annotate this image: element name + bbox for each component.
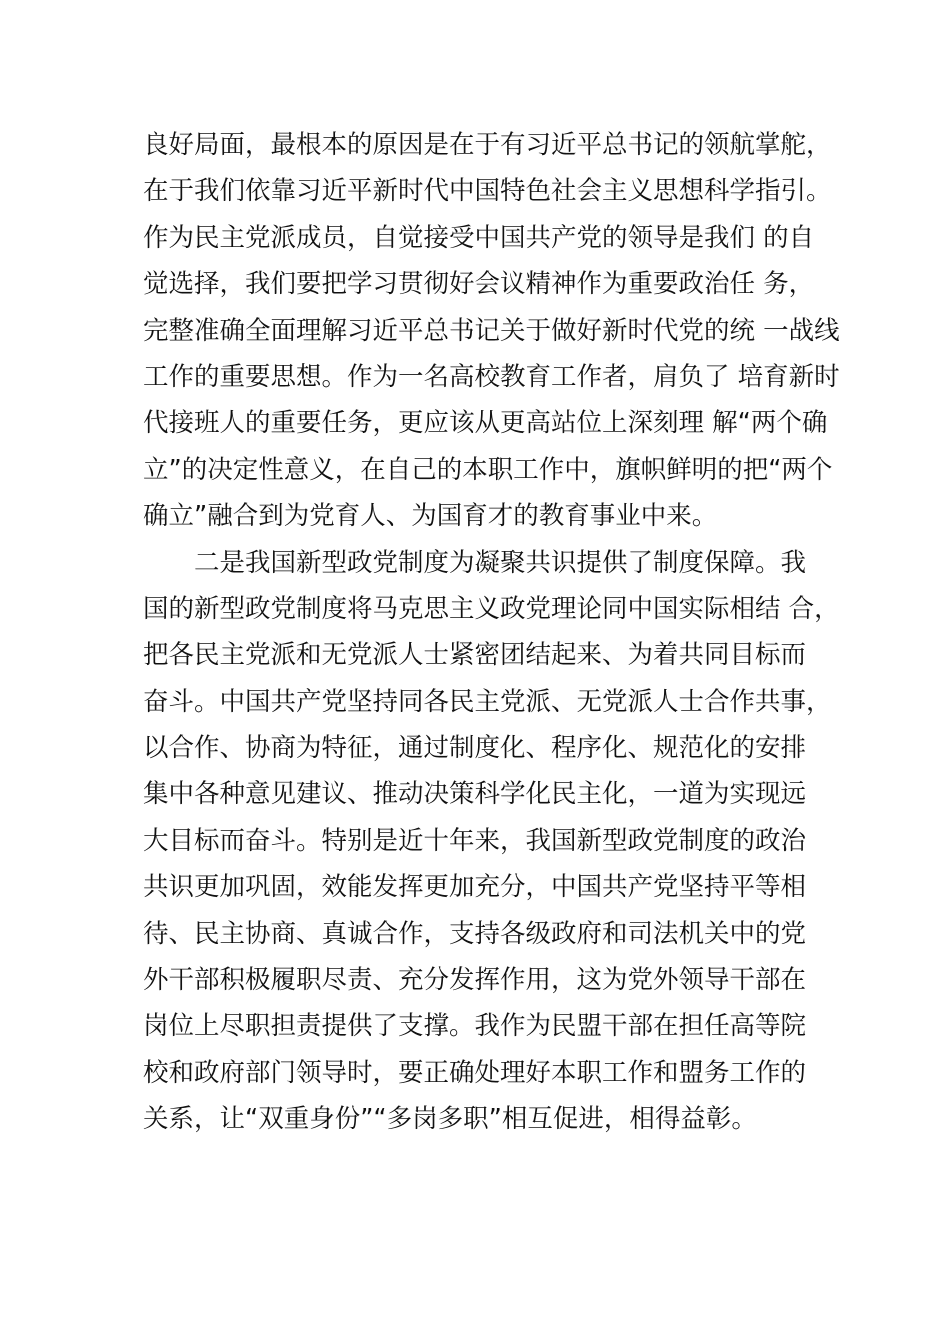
text-line: 奋斗。中国共产党坚持同各民主党派、无党派人士合作共事， xyxy=(143,686,832,717)
paragraph-start-line: 二是我国新型政党制度为凝聚共识提供了制度保障。我 xyxy=(143,547,807,578)
text-line: 国的新型政党制度将马克思主义政党理论同中国实际相结 合， xyxy=(143,593,840,624)
text-line: 集中各种意见建议、推动决策科学化民主化，一道为实现远 xyxy=(143,779,807,810)
text-line: 作为民主党派成员，自觉接受中国共产党的领导是我们 的自 xyxy=(143,222,815,253)
text-line: 外干部积极履职尽责、充分发挥作用，这为党外领导干部在 xyxy=(143,965,807,996)
text-line: 关系，让“双重身份”“多岗多职”相互促进，相得益彰。 xyxy=(143,1104,757,1135)
text-line: 立”的决定性意义，在自己的本职工作中，旗帜鲜明的把“两个 xyxy=(143,454,833,485)
text-line: 工作的重要思想。作为一名高校教育工作者，肩负了 培育新时 xyxy=(143,361,840,392)
text-line: 待、民主协商、真诚合作，支持各级政府和司法机关中的党 xyxy=(143,918,807,949)
text-line: 把各民主党派和无党派人士紧密团结起来、为着共同目标而 xyxy=(143,640,807,671)
text-line: 大目标而奋斗。特别是近十年来，我国新型政党制度的政治 xyxy=(143,825,807,856)
text-line: 确立”融合到为党育人、为国育才的教育事业中来。 xyxy=(143,501,718,532)
text-line: 校和政府部门领导时，要正确处理好本职工作和盟务工作的 xyxy=(143,1057,807,1088)
text-line: 以合作、协商为特征，通过制度化、程序化、规范化的安排 xyxy=(143,733,807,764)
text-line: 完整准确全面理解习近平总书记关于做好新时代党的统 一战线 xyxy=(143,315,840,346)
text-line: 在于我们依靠习近平新时代中国特色社会主义思想科学指引。 xyxy=(143,176,832,207)
text-line: 良好局面，最根本的原因是在于有习近平总书记的领航掌舵， xyxy=(143,130,832,160)
text-line: 岗位上尽职担责提供了支撑。我作为民盟干部在担任高等院 xyxy=(143,1011,807,1042)
body-text xyxy=(143,122,843,1143)
text-line: 觉选择，我们要把学习贯彻好会议精神作为重要政治任 务， xyxy=(143,269,815,300)
text-line: 代接班人的重要任务，更应该从更高站位上深刻理 解“两个确 xyxy=(143,408,828,439)
text-line: 共识更加巩固，效能发挥更加充分，中国共产党坚持平等相 xyxy=(143,872,807,903)
